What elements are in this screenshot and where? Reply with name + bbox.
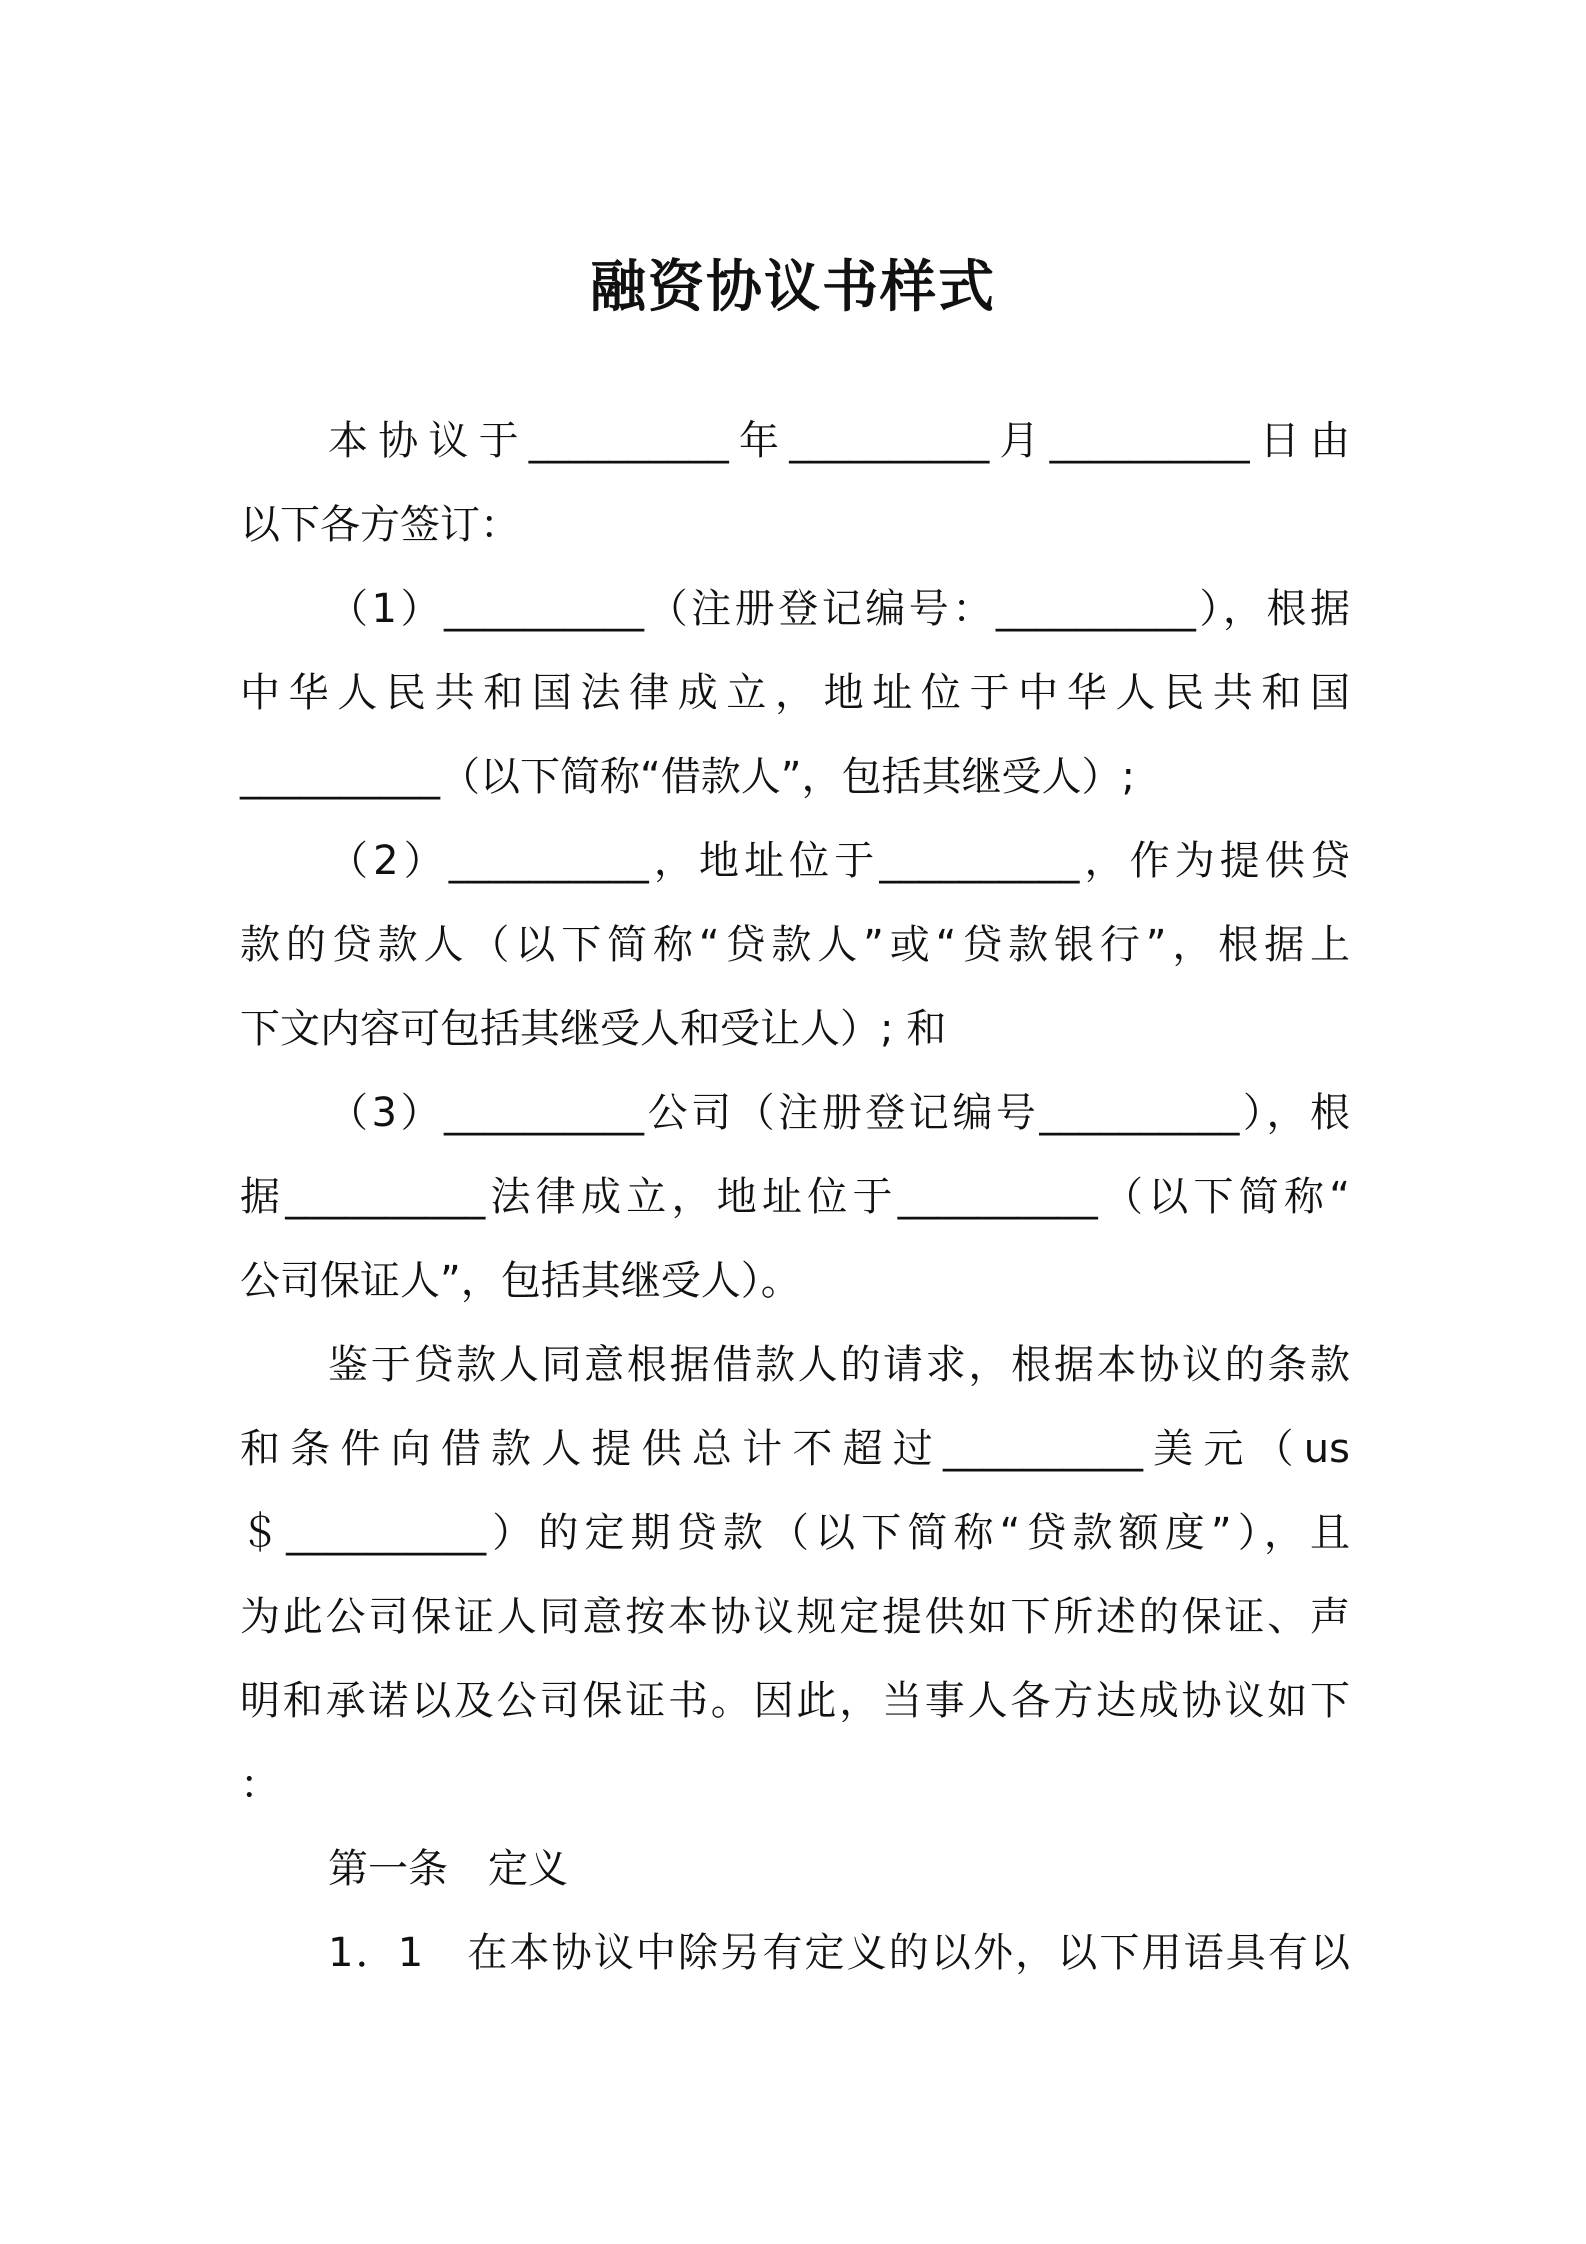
paragraph-line: 和条件向借款人提供总计不超过__________美元（us <box>240 1426 1350 1472</box>
paragraph-line: 中华人民共和国法律成立，地址位于中华人民共和国 <box>240 670 1350 716</box>
paragraph-line: 款的贷款人（以下简称“贷款人”或“贷款银行”，根据上 <box>240 922 1350 968</box>
paragraph-line: （1）__________（注册登记编号：__________），根据 <box>328 586 1350 632</box>
paragraph-line: 下文内容可包括其继受人和受让人）; 和 <box>240 1006 947 1052</box>
paragraph-line: （2）__________，地址位于__________，作为提供贷 <box>328 838 1350 884</box>
paragraph-line: 据__________法律成立，地址位于__________（以下简称“ <box>240 1174 1350 1220</box>
document-title: 融资协议书样式 <box>590 255 996 320</box>
paragraph-line: 鉴于贷款人同意根据借款人的请求，根据本协议的条款 <box>328 1342 1350 1388</box>
paragraph-line: 本协议于__________年__________月__________日由 <box>328 418 1350 464</box>
paragraph-line: ： <box>240 1762 280 1808</box>
paragraph-line: 明和承诺以及公司保证书。因此，当事人各方达成协议如下 <box>240 1678 1350 1724</box>
paragraph-line: 1．1 在本协议中除另有定义的以外，以下用语具有以 <box>328 1930 1350 1976</box>
paragraph-line: 为此公司保证人同意按本协议规定提供如下所述的保证、声 <box>240 1594 1350 1640</box>
paragraph-line: 以下各方签订： <box>240 502 520 548</box>
paragraph-line: __________（以下简称“借款人”，包括其继受人）; <box>240 754 1135 800</box>
paragraph-line: 公司保证人”，包括其继受人）。 <box>240 1258 801 1304</box>
paragraph-line: ＄__________）的定期贷款（以下简称“贷款额度”），且 <box>240 1510 1350 1556</box>
section-heading: 第一条 定义 <box>328 1846 568 1892</box>
paragraph-line: （3）__________公司（注册登记编号__________），根 <box>328 1090 1350 1136</box>
